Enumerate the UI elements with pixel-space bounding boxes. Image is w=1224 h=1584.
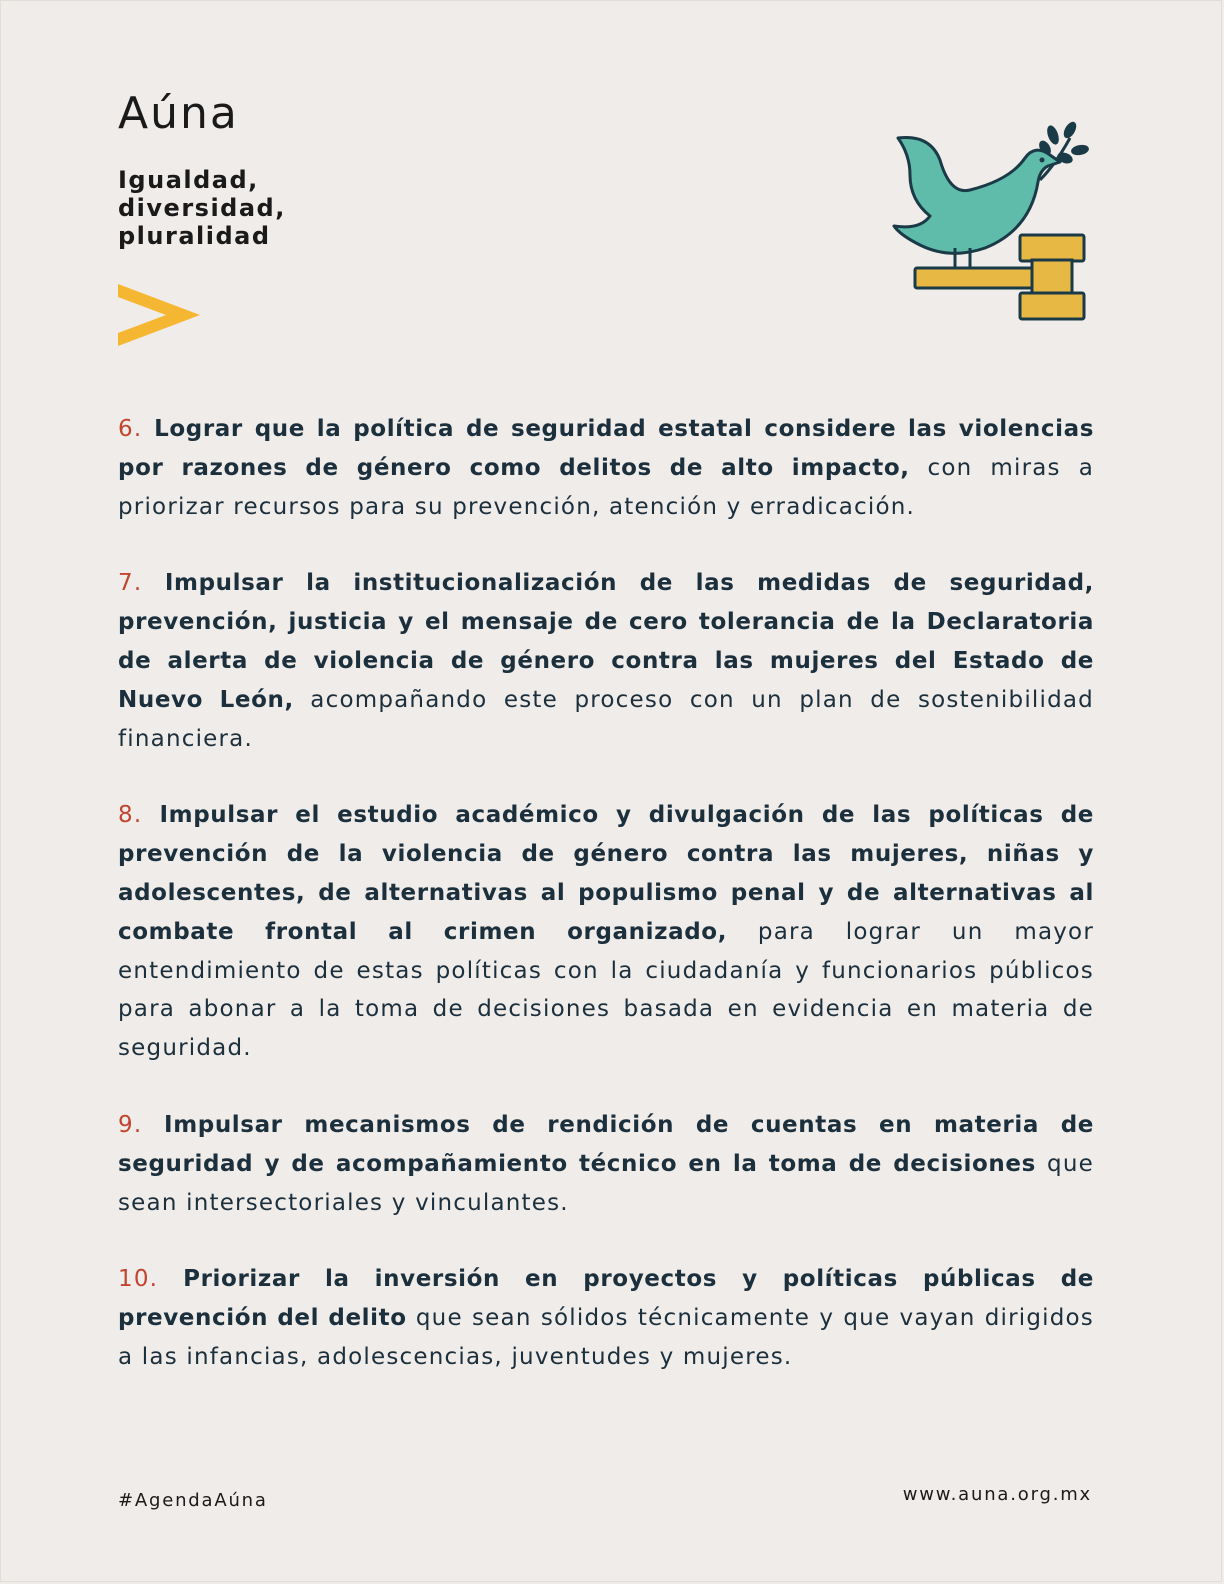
item-number: 7. bbox=[118, 570, 143, 597]
item-number: 9. bbox=[118, 1111, 143, 1138]
list-item bbox=[118, 410, 1094, 526]
tagline-line-2: diversidad, bbox=[118, 194, 286, 222]
item-text: para lograr un mayor entendimiento de estas políticas con la ciudadanía y funcionarios públicos para abonar a la toma de decisiones basada en evidencia en materia de seguridad. bbox=[118, 918, 1094, 1062]
item-text: que sean sólidos técnicamente y que vayan dirigidos a las infancias, adolescencias, juventudes y mujeres. bbox=[118, 1305, 1094, 1370]
logo: Aúna bbox=[118, 88, 239, 139]
list-item bbox=[118, 564, 1094, 758]
tagline bbox=[118, 166, 286, 250]
tagline-line-1: Igualdad, bbox=[118, 166, 259, 194]
recommendations-list bbox=[118, 410, 1094, 1415]
list-item bbox=[118, 1106, 1094, 1222]
item-number: 8. bbox=[118, 802, 143, 829]
hashtag: #AgendaAúna bbox=[118, 1490, 268, 1511]
item-number: 6. bbox=[118, 416, 143, 442]
item-text: con miras a priorizar recursos para su prevención, atención y erradicación. bbox=[118, 454, 1094, 520]
item-text: acompañando este proceso con un plan de sostenibilidad financiera. bbox=[118, 686, 1094, 752]
item-text: que sean intersectoriales y vinculantes. bbox=[118, 1150, 1094, 1216]
item-number: 10. bbox=[118, 1266, 159, 1293]
dove-on-gavel-icon bbox=[890, 120, 1090, 325]
list-item bbox=[118, 1260, 1094, 1376]
tagline-line-3: pluralidad bbox=[118, 222, 271, 250]
item-bold-text: Impulsar la institucionalización de las medidas de seguridad, prevención, justicia y el mensaje de cero tolerancia de la Declaratoria de alerta de violencia de género contra las mujeres del Estado de Nuevo León, bbox=[118, 570, 1094, 713]
item-bold-text: Impulsar el estudio académico y divulgación de las políticas de prevención de la violencia de género contra las mujeres, niñas y adolescentes, de alternativas al populismo penal y de alternativas al combate frontal al crimen organizado, bbox=[118, 802, 1094, 945]
item-bold-text: Priorizar la inversión en proyectos y políticas públicas de prevención del delito bbox=[118, 1266, 1094, 1332]
chevron-right-icon bbox=[118, 284, 200, 346]
website-link[interactable]: www.auna.org.mx bbox=[902, 1484, 1092, 1505]
list-item bbox=[118, 796, 1094, 1068]
item-bold-text: Lograr que la política de seguridad estatal considere las violencias por razones de género como delitos de alto impacto, bbox=[118, 416, 1095, 481]
item-bold-text: Impulsar mecanismos de rendición de cuentas en materia de seguridad y de acompañamiento técnico en la toma de decisiones bbox=[118, 1111, 1094, 1177]
